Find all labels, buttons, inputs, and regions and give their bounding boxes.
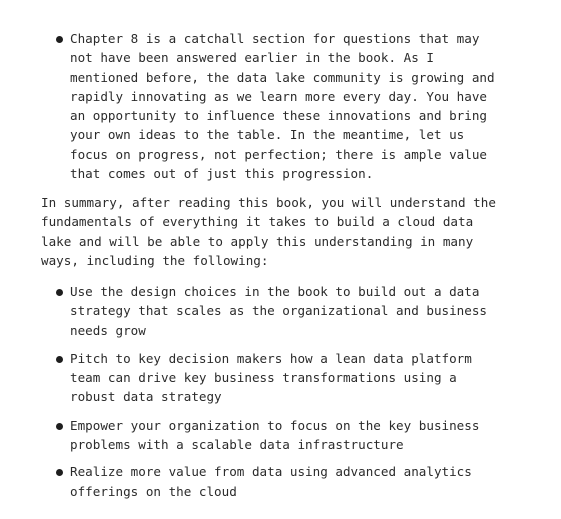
- bullet-icon: [56, 423, 63, 430]
- list-item-text: Use the design choices in the book to build out a data strategy that scales as the organizational and business needs grow: [70, 284, 488, 338]
- bullet-icon: [56, 356, 63, 363]
- list-item: [0, 349, 495, 407]
- outcomes-bullet-list: [0, 282, 495, 510]
- list-item: [0, 462, 495, 501]
- list-item-text: Pitch to key decision makers how a lean data platform team can drive key business transformations using a robust data strategy: [70, 350, 472, 405]
- list-item: [0, 29, 500, 183]
- list-item-text: Empower your organization to focus on the key business problems with a scalable data infrastructure: [70, 417, 480, 453]
- list-item-text: Chapter 8 is a catchall section for questions that may not have been answered earlier in the book. As I mentioned before, the data lake community is growing and rapidly innovating as we learn more every day. You have an opportunity to influence these innovations and bring your own ideas to the table. In the meantime, let us focus on progress, not perfection; there is ample value that comes out of just this progression.: [70, 31, 495, 182]
- bullet-icon: [56, 469, 63, 476]
- bullet-icon: [56, 289, 63, 296]
- list-item-text: Realize more value from data using advanced analytics offerings on the cloud: [70, 464, 472, 499]
- bullet-icon: [56, 36, 63, 43]
- list-item: [0, 282, 495, 340]
- summary-paragraph: In summary, after reading this book, you will understand the fundamentals of everything it takes to build a cloud data lake and will be able to apply this understanding in many ways, including the following:: [41, 195, 496, 268]
- intro-bullet-list: [0, 29, 500, 183]
- list-item: [0, 416, 495, 455]
